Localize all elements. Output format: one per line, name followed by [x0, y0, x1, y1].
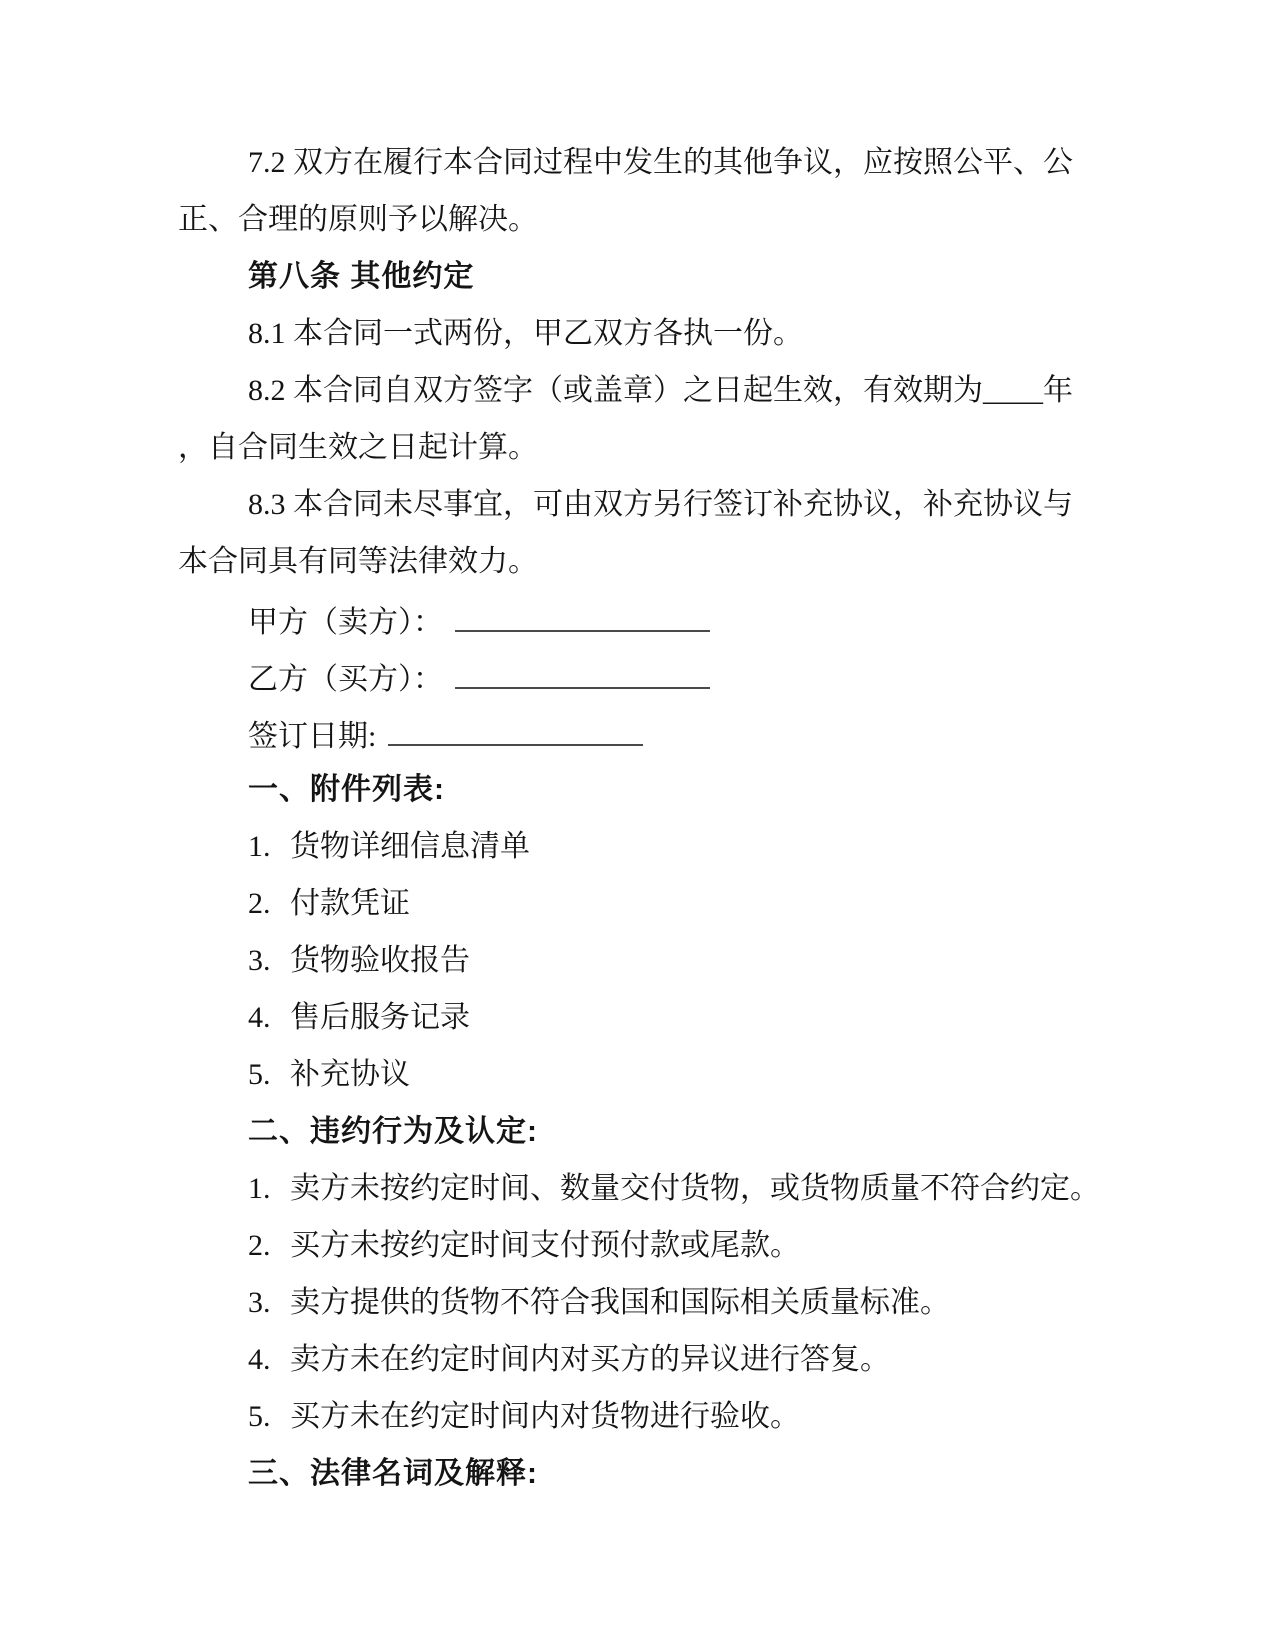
section-heading [178, 1103, 1105, 1160]
signature-field [178, 704, 1105, 761]
list-item [178, 875, 1105, 932]
field-label: 甲方（卖方）： [248, 606, 443, 639]
paragraph-line [178, 419, 1105, 476]
field-blank-line[interactable] [455, 590, 710, 632]
list-item-text: 买方未在约定时间内对货物进行验收。 [290, 1400, 800, 1433]
list-item-number: 1. [248, 1172, 271, 1205]
list-item [178, 1217, 1105, 1274]
list-item [178, 818, 1105, 875]
list-item-text: 补充协议 [290, 1058, 410, 1091]
list-item-text: 付款凭证 [290, 887, 410, 920]
paragraph-text: 正、合理的原则予以解决。 [178, 203, 538, 236]
field-label: 乙方（买方）： [248, 663, 443, 696]
list-item-number: 1. [248, 830, 271, 863]
paragraph-text: 7.2 双方在履行本合同过程中发生的其他争议，应按照公平、公 [248, 146, 1073, 179]
section-heading [178, 248, 1105, 305]
list-item [178, 1274, 1105, 1331]
section-heading [178, 1445, 1105, 1502]
paragraph-line [178, 134, 1105, 191]
list-item [178, 1160, 1105, 1217]
signature-field [178, 647, 1105, 704]
heading-text: 一、附件列表: [248, 773, 445, 806]
paragraph-line [178, 305, 1105, 362]
list-item-text: 货物验收报告 [290, 944, 470, 977]
section-heading [178, 761, 1105, 818]
list-item-text: 售后服务记录 [290, 1001, 470, 1034]
paragraph-text: 8.2 本合同自双方签字（或盖章）之日起生效，有效期为____年 [248, 374, 1073, 407]
list-item-number: 3. [248, 1286, 271, 1319]
field-blank-line[interactable] [388, 704, 643, 746]
paragraph-line [178, 533, 1105, 590]
list-item-text: 卖方未在约定时间内对买方的异议进行答复。 [290, 1343, 890, 1376]
paragraph-text: ，自合同生效之日起计算。 [178, 431, 538, 464]
signature-field [178, 590, 1105, 647]
list-item-text: 卖方提供的货物不符合我国和国际相关质量标准。 [290, 1286, 950, 1319]
list-item-number: 3. [248, 944, 271, 977]
list-item-number: 2. [248, 1229, 271, 1262]
field-blank-line[interactable] [455, 647, 710, 689]
list-item-number: 4. [248, 1343, 271, 1376]
list-item-number: 5. [248, 1400, 271, 1433]
heading-text: 三、法律名词及解释: [248, 1457, 538, 1490]
paragraph-text: 8.1 本合同一式两份，甲乙双方各执一份。 [248, 317, 803, 350]
paragraph-line [178, 476, 1105, 533]
paragraph-text: 本合同具有同等法律效力。 [178, 545, 538, 578]
paragraph-line [178, 191, 1105, 248]
list-item [178, 1388, 1105, 1445]
list-item [178, 1046, 1105, 1103]
list-item-text: 货物详细信息清单 [290, 830, 530, 863]
list-item [178, 989, 1105, 1046]
list-item-number: 4. [248, 1001, 271, 1034]
list-item [178, 1331, 1105, 1388]
list-item [178, 932, 1105, 989]
list-item-text: 买方未按约定时间支付预付款或尾款。 [290, 1229, 800, 1262]
list-item-number: 5. [248, 1058, 271, 1091]
paragraph-text: 8.3 本合同未尽事宜，可由双方另行签订补充协议，补充协议与 [248, 488, 1073, 521]
list-item-number: 2. [248, 887, 271, 920]
field-label: 签订日期: [248, 720, 377, 753]
paragraph-line [178, 362, 1105, 419]
heading-text: 第八条 其他约定 [248, 260, 475, 293]
heading-text: 二、违约行为及认定: [248, 1115, 538, 1148]
list-item-text: 卖方未按约定时间、数量交付货物，或货物质量不符合约定。 [290, 1172, 1100, 1205]
